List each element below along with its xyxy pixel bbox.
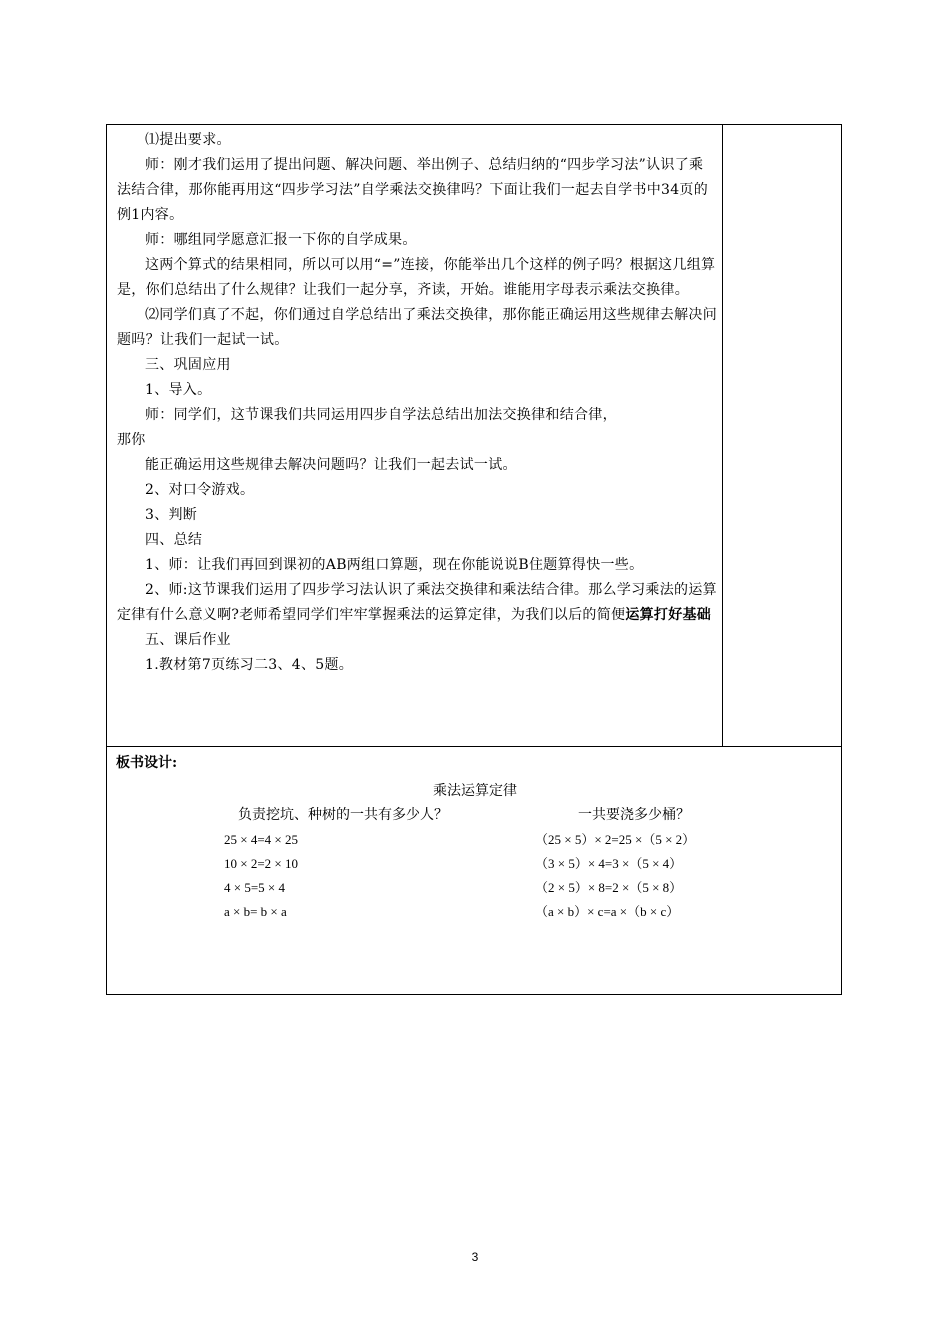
paragraph: 1.教材第7页练习二3、4、5题。 xyxy=(145,657,354,673)
table-row-divider xyxy=(106,746,842,747)
paragraph xyxy=(117,578,717,628)
left-heading: 负责挖坑、种树的一共有多少人？ xyxy=(238,807,448,823)
paragraph: 师：哪组同学愿意汇报一下你的自学成果。 xyxy=(145,232,417,248)
section-heading: 三、巩固应用 xyxy=(145,357,231,373)
paragraph: 这两个算式的结果相同，所以可以用“=”连接，你能举出几个这样的例子吗？根据这几组算是，你们总结出了什么规律？让我们一起分享，齐读，开始。谁能用字母表示乘法交换律。 xyxy=(117,257,716,298)
paragraph: 那你 xyxy=(117,432,146,448)
paragraph: 能正确运用这些规律去解决问题吗？让我们一起去试一试。 xyxy=(145,457,517,473)
board-title: 乘法运算定律 xyxy=(433,783,517,799)
table-column-divider xyxy=(722,124,723,746)
page-number: 3 xyxy=(471,1250,479,1264)
paragraph: 3、判断 xyxy=(145,507,198,523)
paragraph-text: 2、师:这节课我们运用了四步学习法认识了乘法交换律和乘法结合律。那么学习乘法的运算定律有什么意义啊?老师希望同学们牢牢掌握乘法的运算定律，为我们以后的简便 xyxy=(117,582,717,623)
paragraph: 师：刚才我们运用了提出问题、解决问题、举出例子、总结归纳的“四步学习法”认识了乘法结合律，那你能再用这“四步学习法”自学乘法交换律吗？下面让我们一起去自学书中34页的例1内容。 xyxy=(117,157,709,223)
paragraph: ⑴提出要求。 xyxy=(145,132,231,148)
paragraph: 1、导入。 xyxy=(145,382,212,398)
associative-examples xyxy=(535,828,695,924)
equation: 25 × 4=4 × 25 xyxy=(224,832,298,847)
equation: （a × b）× c=a ×（b × c） xyxy=(535,904,680,919)
lesson-content xyxy=(117,128,717,678)
section-heading: 四、总结 xyxy=(145,532,203,548)
paragraph: 师：同学们，这节课我们共同运用四步自学法总结出加法交换律和结合律， xyxy=(145,407,617,423)
equation: 10 × 2=2 × 10 xyxy=(224,856,298,871)
right-heading: 一共要浇多少桶？ xyxy=(578,807,690,823)
section-heading: 五、课后作业 xyxy=(145,632,231,648)
paragraph: ⑵同学们真了不起，你们通过自学总结出了乘法交换律，那你能正确运用这些规律去解决问题吗？让我们一起试一试。 xyxy=(117,307,717,348)
equation: a × b= b × a xyxy=(224,904,287,919)
paragraph: 2、对口令游戏。 xyxy=(145,482,255,498)
board-design-label: 板书设计: xyxy=(116,755,178,771)
bold-text: 运算打好基础 xyxy=(625,607,712,623)
equation: （3 × 5）× 4=3 ×（5 × 4） xyxy=(535,856,683,871)
paragraph: 1、师：让我们再回到课初的AB两组口算题，现在你能说说B住题算得快一些。 xyxy=(145,557,644,573)
equation: （2 × 5）× 8=2 ×（5 × 8） xyxy=(535,880,683,895)
equation: （25 × 5）× 2=25 ×（5 × 2） xyxy=(535,832,696,847)
equation: 4 × 5=5 × 4 xyxy=(224,880,285,895)
commutative-examples xyxy=(224,828,298,924)
